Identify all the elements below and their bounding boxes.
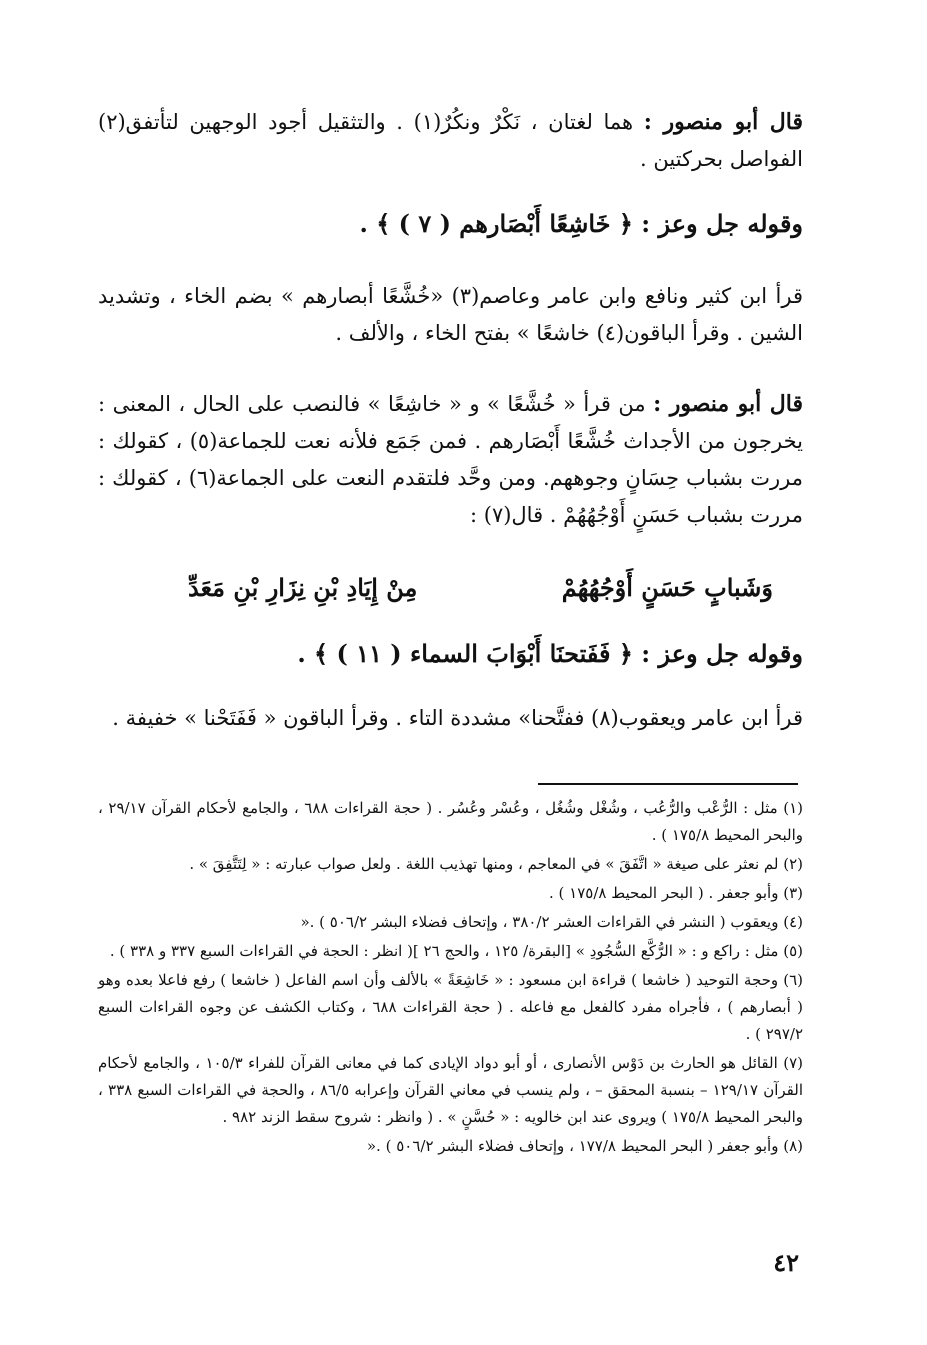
footnotes (98, 795, 803, 1162)
paragraph-2: قرأ ابن كثير ونافع وابن عامر وعاصم(٣) «خُشَّعًا أبصارهم » بضم الخاء ، وتشديد الشين . وقرأ الباقون(٤) خاشعًا » بفتح الخاء ، والألف . (98, 284, 803, 345)
footnote-4: (٤) ويعقوب ( النشر في القراءات العشر ٣٨٠/٢ ، وإتحاف فضلاء البشر ٥٠٦/٢ ) .« (300, 913, 803, 931)
main-text (98, 104, 803, 737)
ayah-heading-2: وقوله جل وعز : ﴿ فَفَتحنَا أَبْوَابَ السماء ( ١١ ) ﴾ . (297, 639, 803, 668)
footnote-6: (٦) وحجة التوحيد ( خاشعا ) قراءة ابن مسعود : « خَاشِعَةً » بالألف وأن اسم الفاعل ( خاشعا ) رفع فاعلا بعده وهو ( أبصارهم ) ، فأجراه مفرد كالفعل مع فاعله . ( حجة القراءات ٦٨٨ ، وكتاب الكشف عن وجوه القراءات السبع ٢٩٧/٢ ) . (98, 971, 803, 1043)
verse-second-hemistich: مِنْ إِيَادِ بْنِ نِزَارِ بْنِ مَعَدِّ (188, 573, 418, 602)
footnote-3: (٣) وأبو جعفر . ( البحر المحيط ١٧٥/٨ ) . (549, 884, 803, 902)
footnote-5: (٥) مثل : راكع و : « الرُّكَّع السُّجُودِ » [البقرة/ ١٢٥ ، والحج ٢٦ ]( انظر : الحجة في القراءات السبع ٣٣٧ و ٣٣٨ ) . (109, 942, 803, 960)
verse-first-hemistich: وَشَبابٍ حَسَنٍ أَوْجُهُهُمْ (561, 573, 773, 602)
paragraph-text: هما لغتان ، نَكْرٌ ونكُرٌ(١) . والتثقيل أجود الوجهين لتأتفق(٢) الفواصل بحركتين . (98, 110, 803, 171)
footnote-8: (٨) وأبو جعفر ( البحر المحيط ١٧٧/٨ ، وإتحاف فضلاء البشر ٥٠٦/٢ ) .« (366, 1137, 803, 1155)
footnote-2: (٢) لم نعثر على صيغة « اتَّفَقَ » في المعاجم ، ومنها تهذيب اللغة . ولعل صواب عبارته : « لِتَتَّفِقَ » . (189, 855, 803, 873)
ayah-heading-1: وقوله جل وعز : ﴿ خَاشِعًا أَبْصَارهم ( ٧ ) ﴾ . (359, 209, 803, 238)
paragraph-4: قرأ ابن عامر ويعقوب(٨) ففتَّحنا» مشددة التاء . وقرأ الباقون « فَفَتَحْنا » خفيفة . (112, 706, 803, 730)
paragraph-3 (98, 386, 803, 534)
footnote-1: (١) مثل : الرُّعْب والرُّعُب ، وشُغْل وشُغُل ، وعُسْر وعُسُر . ( حجة القراءات ٦٨٨ ، والجامع لأحكام القرآن ٢٩/١٧ ، والبحر المحيط ١٧٥/٨ ) . (98, 799, 803, 844)
poetry-verse (98, 568, 803, 608)
footnote-divider (538, 783, 798, 785)
speaker-label: قال أبو منصور : (653, 391, 803, 417)
speaker-label: قال أبو منصور : (643, 109, 803, 135)
page-number: ٤٢ (773, 1248, 799, 1277)
paragraph-1 (98, 104, 803, 178)
footnote-7: (٧) القائل هو الحارث بن دَوْس الأنصارى ، أو أبو دواد الإيادى كما في معانى القرآن للفراء ١٠٥/٣ ، والجامع لأحكام القرآن ١٢٩/١٧ – بنسبة المحقق – ، ولم ينسب في معاني القرآن وإعرابه ٨٦/٥ ، والحجة في القراءات السبع ٣٣٨ ، والبحر المحيط ١٧٥/٨ ) ويروى عند ابن خالويه : « حُسَّنٍ » . ( وانظر : شروح سقط الزند ٩٨٢ . (98, 1054, 803, 1126)
paragraph-text: من قرأ « خُشَّعًا » و « خاشِعًا » فالنصب على الحال ، المعنى : يخرجون من الأجداث خُشَّعًا أَبْصَارهم . فمن جَمَع فلأنه نعت للجماعة(٥) ، كقولك : مررت بشباب حِسَانٍ وجوههم. ومن وحَّد فلتقدم النعت على الجماعة(٦) ، كقولك : مررت بشباب حَسَنٍ أَوْجُهُهُمْ . قال(٧) : (98, 392, 804, 527)
